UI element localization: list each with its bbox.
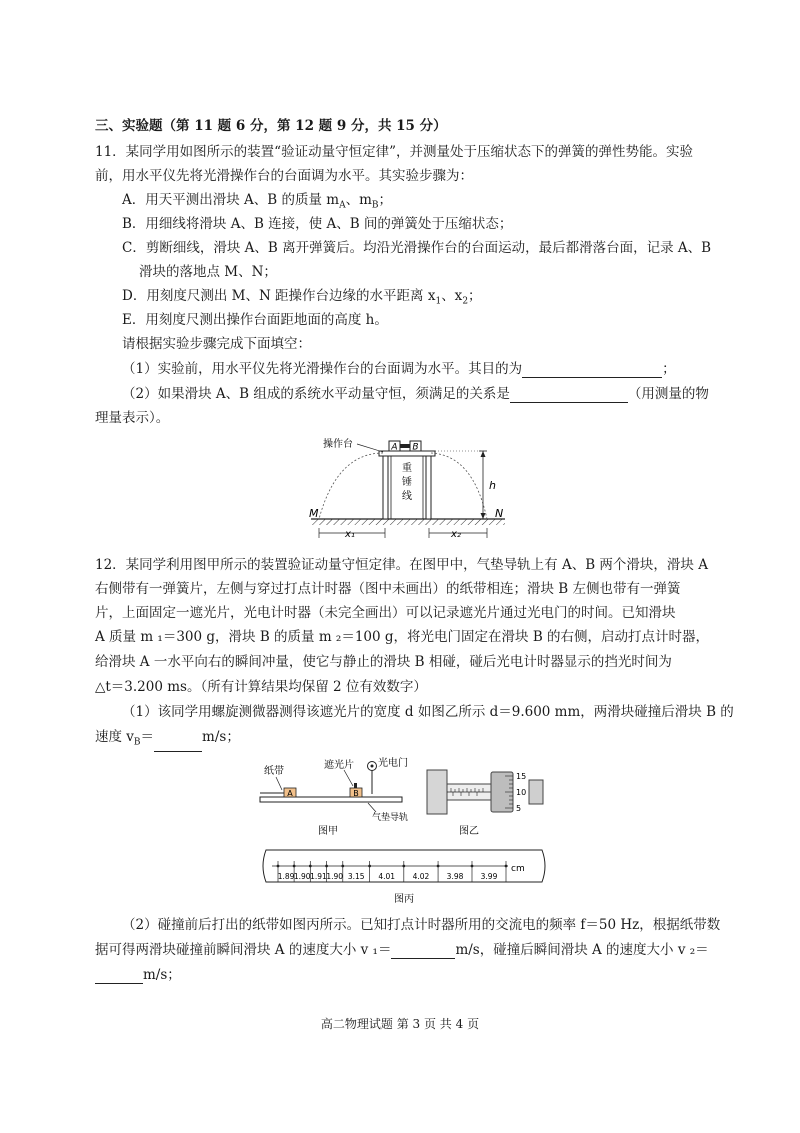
q11-sub1 bbox=[122, 360, 676, 378]
q12-sub1-line2 bbox=[95, 728, 240, 752]
tape-label: 纸带 bbox=[264, 766, 284, 777]
q12-sub2-blank-v1[interactable] bbox=[391, 944, 455, 959]
q11-step-d-sub2: 2 bbox=[462, 296, 469, 307]
q11-step-a-sub2: B bbox=[371, 200, 379, 211]
q12-sub1-v-label: 速度 v bbox=[95, 729, 134, 745]
tape-dot bbox=[368, 865, 371, 868]
q12-sub2-line2 bbox=[95, 941, 709, 959]
q11-step-a-sub1: A bbox=[339, 200, 346, 211]
fig-bing-unit: cm bbox=[511, 864, 525, 874]
trajectory-right bbox=[431, 453, 487, 519]
q11-sub1-end: ； bbox=[662, 361, 676, 377]
tick-15: 15 bbox=[516, 772, 527, 781]
q11-sub2 bbox=[122, 385, 709, 403]
block-a-label: A bbox=[391, 442, 398, 453]
q11-step-d bbox=[122, 287, 482, 311]
frame bbox=[427, 770, 447, 814]
fig-bing bbox=[258, 846, 550, 908]
plumb-label-2: 锤 bbox=[402, 477, 412, 488]
q12-sub2-line3 bbox=[95, 966, 181, 984]
q11-step-d-end: ； bbox=[468, 288, 482, 304]
height-label: h bbox=[489, 479, 496, 492]
q12-line5: 给滑块 A 一水平向右的瞬间冲量，使它与静止的滑块 B 相碰，碰后光电计时器显示的挡光时间为 bbox=[95, 654, 672, 670]
tape-segment-label: 1.90 bbox=[326, 872, 344, 881]
q11-step-d-mid: 、x bbox=[441, 288, 463, 304]
rail-label: 气垫导轨 bbox=[372, 813, 408, 823]
spring bbox=[400, 444, 410, 448]
q12-sub2-unit: m/s； bbox=[143, 967, 181, 983]
page-footer: 高二物理试题 第 3 页 共 4 页 bbox=[320, 1017, 480, 1031]
q11-figure bbox=[305, 433, 515, 545]
x2-label: x₂ bbox=[451, 529, 461, 540]
tape-dot bbox=[437, 865, 440, 868]
q11-step-c2: 滑块的落地点 M、N； bbox=[139, 264, 277, 280]
tape-segment-label: 3.98 bbox=[446, 872, 464, 881]
air-rail bbox=[260, 797, 402, 802]
fig-jia-caption: 图甲 bbox=[318, 826, 338, 837]
q12-line1: 12．某同学利用图甲所示的装置验证动量守恒定律。在图甲中，气垫导轨上有 A、B 两个滑块，滑块 A bbox=[95, 557, 708, 573]
q12-sub2-blank-v2[interactable] bbox=[95, 969, 143, 984]
ratchet bbox=[529, 780, 543, 804]
q11-sub2-text: （2）如果滑块 A、B 组成的系统水平动量守恒，须满足的关系是 bbox=[122, 386, 510, 402]
q12-sub2-v1-text: 据可得两滑块碰撞前瞬间滑块 A 的速度大小 v ₁＝ bbox=[95, 942, 392, 958]
q11-step-b: B．用细线将滑块 A、B 连接，使 A、B 间的弹簧处于压缩状态； bbox=[122, 216, 513, 232]
q11-line2: 前，用水平仪先将光滑操作台的台面调为水平。其实验步骤为： bbox=[95, 168, 473, 184]
q12-line6: △t＝3.200 ms。（所有计算结果均保留 2 位有效数字） bbox=[95, 679, 427, 695]
section-title: 三、实验题（第 11 题 6 分，第 12 题 9 分，共 15 分） bbox=[95, 118, 447, 134]
tape-segment-label: 4.01 bbox=[378, 872, 396, 881]
x1-label: x₁ bbox=[345, 529, 355, 540]
tape-dot bbox=[293, 865, 296, 868]
tape-dot bbox=[341, 865, 344, 868]
q12-line2: 右侧带有一弹簧片，左侧与穿过打点计时器（图中未画出）的纸带相连；滑块 B 左侧也带有一弹簧 bbox=[95, 581, 681, 597]
q12-line4: A 质量 m ₁＝300 g，滑块 B 的质量 m ₂＝100 g，将光电门固定在滑块 B 的右侧，启动打点计时器， bbox=[95, 629, 710, 645]
q11-line1: 11．某同学用如图所示的装置“验证动量守恒定律”，并测量处于压缩状态下的弹簧的弹性势能。实验 bbox=[95, 144, 693, 160]
q11-step-a-text: A．用天平测出滑块 A、B 的质量 m bbox=[122, 192, 340, 208]
shade-label: 遮光片 bbox=[324, 760, 354, 771]
q12-sub1-eq: ＝ bbox=[140, 729, 155, 745]
point-n-label: N bbox=[495, 507, 504, 520]
q12-sub2-v2-text: m/s，碰撞后瞬间滑块 A 的速度大小 v ₂＝ bbox=[455, 942, 709, 958]
tape-segment-label: 3.99 bbox=[480, 872, 498, 881]
tick-10: 10 bbox=[516, 788, 527, 797]
q12-sub1-unit: m/s； bbox=[202, 729, 240, 745]
q11-step-a-end: ； bbox=[378, 192, 393, 208]
fig-yi-caption: 图乙 bbox=[459, 826, 479, 837]
fig-yi bbox=[425, 766, 547, 838]
shade-plate bbox=[354, 783, 357, 788]
tape-dot bbox=[402, 865, 405, 868]
block-b-label: B bbox=[412, 442, 419, 453]
tape-segment-label: 1.89 bbox=[277, 872, 295, 881]
slider-b-label: B bbox=[353, 789, 359, 798]
q11-sub2-blank[interactable] bbox=[510, 388, 628, 403]
q11-sub2-line2: 理量表示）。 bbox=[95, 410, 170, 426]
tape-segment-label: 3.15 bbox=[347, 872, 365, 881]
tape-dot bbox=[325, 865, 328, 868]
q11-step-d-text: D．用刻度尺测出 M、N 距操作台边缘的水平距离 x bbox=[122, 288, 436, 304]
plumb-label-3: 线 bbox=[402, 491, 412, 502]
trajectory-left bbox=[319, 453, 383, 519]
q11-sub1-blank[interactable] bbox=[522, 363, 662, 378]
tape-dot bbox=[309, 865, 312, 868]
table-leg-left bbox=[383, 456, 388, 519]
q11-step-e: E．用刻度尺测出操作台面距地面的高度 h。 bbox=[122, 312, 388, 328]
tick-5: 5 bbox=[516, 804, 522, 813]
slider-a-label: A bbox=[287, 789, 293, 798]
tape-segment-label: 4.02 bbox=[412, 872, 430, 881]
point-m-label: M bbox=[309, 507, 319, 520]
q12-sub1-line1: （1）该同学用螺旋测微器测得该遮光片的宽度 d 如图乙所示 d＝9.600 mm，两滑块碰撞后滑块 B 的 bbox=[122, 704, 734, 720]
fig-jia bbox=[258, 752, 408, 838]
tape-segment-label: 1.90 bbox=[293, 872, 311, 881]
tape-segment-label: 1.91 bbox=[310, 872, 327, 881]
q11-step-a-mid: 、m bbox=[345, 192, 372, 208]
q12-sub1-v-sub: B bbox=[133, 737, 141, 748]
table-top bbox=[379, 451, 435, 456]
q11-step-d-sub1: 1 bbox=[435, 296, 442, 307]
q12-sub2-line1: （2）碰撞前后打出的纸带如图丙所示。已知打点计时器所用的交流电的频率 f＝50 Hz，根据纸带数 bbox=[122, 917, 721, 933]
tape-dot bbox=[505, 865, 508, 868]
q11-instruction: 请根据实验步骤完成下面填空： bbox=[122, 336, 311, 352]
q12-line3: 片，上面固定一遮光片，光电计时器（未完全画出）可以记录遮光片通过光电门的时间。已知滑块 bbox=[95, 605, 676, 621]
q11-sub2-end: （用测量的物 bbox=[627, 386, 709, 402]
table-label: 操作台 bbox=[323, 439, 353, 450]
fig-bing-caption: 图丙 bbox=[394, 894, 414, 905]
q11-step-c1: C．剪断细线，滑块 A、B 离开弹簧后。均沿光滑操作台的台面运动，最后都滑落台面，记录 A、B bbox=[122, 240, 712, 256]
ground bbox=[311, 519, 505, 525]
q11-sub1-text: （1）实验前，用水平仪先将光滑操作台的台面调为水平。其目的为 bbox=[122, 361, 523, 377]
gate-label: 光电门 bbox=[378, 758, 408, 769]
table-leg-right bbox=[426, 456, 431, 519]
tape-dot bbox=[277, 865, 280, 868]
tape-dot bbox=[471, 865, 474, 868]
q11-step-a bbox=[122, 191, 392, 215]
plumb-label-1: 重 bbox=[402, 463, 412, 474]
q12-sub1-blank[interactable] bbox=[154, 737, 202, 752]
